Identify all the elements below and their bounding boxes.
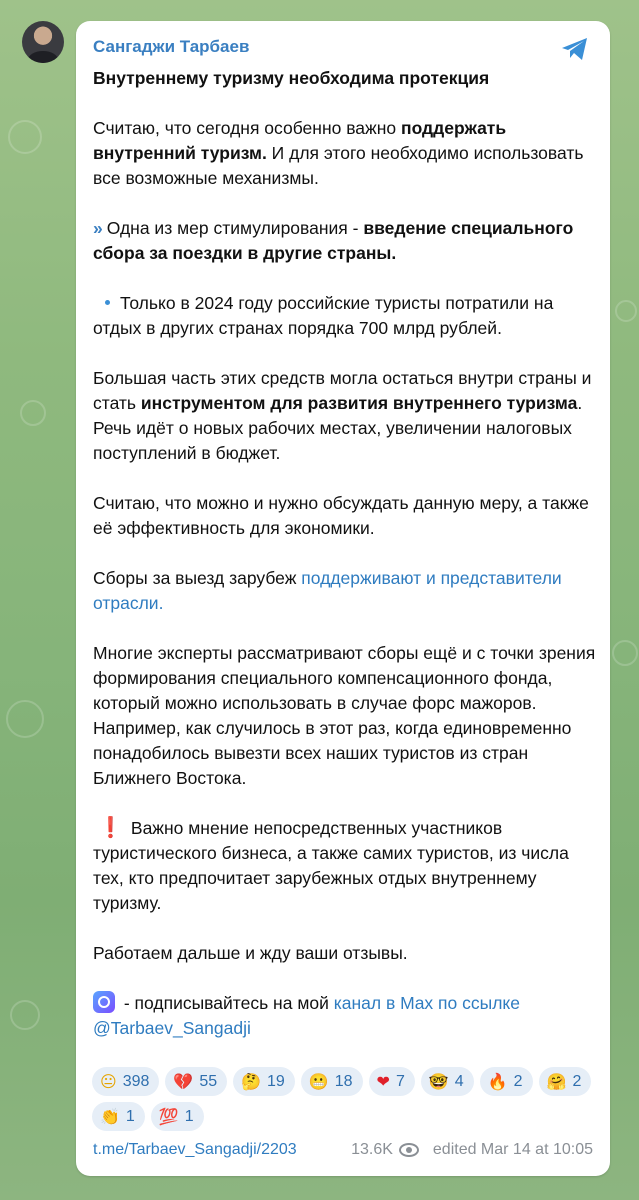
- post-title: Внутреннему туризму необходима протекция: [93, 68, 490, 88]
- paragraph: ❗ Важно мнение непосредственных участников туристического бизнеса, а также самих туристов, из числа тех, кто предпочитает зарубежных отдых внутреннему туризму.: [93, 817, 569, 913]
- author-name[interactable]: Сангаджи Тарбаев: [93, 37, 250, 56]
- reaction-count: 2: [513, 1072, 523, 1090]
- background-doodle: [10, 1000, 40, 1030]
- reaction-count: 1: [125, 1107, 135, 1125]
- reaction-chip[interactable]: [92, 1067, 159, 1096]
- reaction-count: 2: [572, 1072, 582, 1090]
- thinking-face-icon: 🤔: [241, 1072, 262, 1091]
- paragraph: Многие эксперты рассматривают сборы ещё и с точки зрения формирования специального компенсационного фонда, который можно использовать в случае форс мажоров. Например, как случилось в этот раз, когда единовременно понадобилось вывезти всех наших туристов из стран Ближнего Востока.: [93, 643, 596, 788]
- paragraph: Большая часть этих средств могла остаться внутри страны и стать инструментом для развития внутреннего туризма. Речь идёт о новых рабочих местах, увеличении налоговых поступлений в бюджет.: [93, 368, 592, 463]
- message-meta: [351, 1141, 593, 1159]
- background-doodle: [8, 120, 42, 154]
- background-doodle: [612, 640, 638, 666]
- paragraph: Работаем дальше и жду ваши отзывы.: [93, 943, 408, 963]
- reaction-count: 19: [267, 1072, 285, 1090]
- reaction-chip[interactable]: [165, 1067, 227, 1096]
- reaction-count: 55: [199, 1072, 218, 1090]
- paragraph: Считаю, что можно и нужно обсуждать данную меру, а также её эффективность для экономики.: [93, 493, 589, 538]
- author-avatar[interactable]: [22, 21, 64, 63]
- message-footer: [93, 1141, 593, 1163]
- reaction-count: 7: [395, 1072, 405, 1090]
- paragraph: Сборы за выезд зарубеж поддерживают и представители отрасли.: [93, 568, 562, 613]
- paragraph: Только в 2024 году российские туристы потратили на отдых в других странах порядка 700 млрд рублей.: [93, 293, 554, 338]
- hugging-face-icon: 🤗: [546, 1072, 567, 1091]
- hundred-points-icon: 💯: [158, 1107, 179, 1126]
- reactions-bar: [92, 1067, 602, 1131]
- max-channel-link[interactable]: канал в Max по ссылке: [333, 993, 520, 1013]
- post-permalink[interactable]: t.me/Tarbaev_Sangadji/2203: [93, 1141, 297, 1158]
- grimacing-face-icon: 😬: [308, 1072, 329, 1091]
- background-doodle: [6, 700, 44, 738]
- fire-icon: 🔥: [487, 1072, 508, 1091]
- industry-support-link[interactable]: поддерживают и представители отрасли.: [93, 568, 562, 613]
- reaction-chip[interactable]: [92, 1102, 145, 1131]
- red-heart-icon: ❤: [376, 1072, 390, 1091]
- channel-handle-link[interactable]: @Tarbaev_Sangadji: [93, 1018, 251, 1038]
- reaction-chip[interactable]: [151, 1102, 204, 1131]
- double-arrow-icon: »: [93, 218, 101, 238]
- paragraph: Считаю, что сегодня особенно важно поддержать внутренний туризм. И для этого необходимо использовать все возможные механизмы.: [93, 118, 584, 188]
- reaction-count: 18: [334, 1072, 353, 1090]
- clapping-hands-icon: 👏: [100, 1107, 120, 1126]
- message-card: [76, 21, 610, 1176]
- exclamation-icon: ❗: [98, 817, 123, 839]
- max-app-icon: [93, 991, 115, 1013]
- edited-timestamp: edited Mar 14 at 10:05: [432, 1141, 593, 1158]
- eye-icon: [399, 1143, 419, 1157]
- reaction-chip[interactable]: [421, 1067, 474, 1096]
- message-body: [93, 66, 598, 1041]
- reaction-chip[interactable]: [539, 1067, 592, 1096]
- paragraph: - подписывайтесь на мой канал в Max по ссылке @Tarbaev_Sangadji: [93, 993, 520, 1038]
- nerd-face-icon: 🤓: [428, 1072, 449, 1091]
- view-count: 13.6K: [351, 1141, 393, 1158]
- bullet-icon: [105, 300, 110, 305]
- neutral-face-icon: 😐: [100, 1072, 117, 1091]
- broken-heart-icon: 💔: [173, 1072, 194, 1091]
- reaction-count: 4: [454, 1072, 464, 1090]
- reaction-count: 1: [184, 1107, 194, 1125]
- background-doodle: [615, 300, 637, 322]
- paragraph: » Одна из мер стимулирования - введение специального сбора за поездки в другие страны.: [93, 218, 574, 263]
- reaction-chip[interactable]: [369, 1067, 415, 1096]
- background-doodle: [20, 400, 46, 426]
- reaction-chip[interactable]: [480, 1067, 533, 1096]
- reaction-chip[interactable]: [233, 1067, 295, 1096]
- telegram-share-icon[interactable]: [560, 36, 590, 62]
- reaction-count: 398: [122, 1072, 150, 1090]
- reaction-chip[interactable]: [301, 1067, 363, 1096]
